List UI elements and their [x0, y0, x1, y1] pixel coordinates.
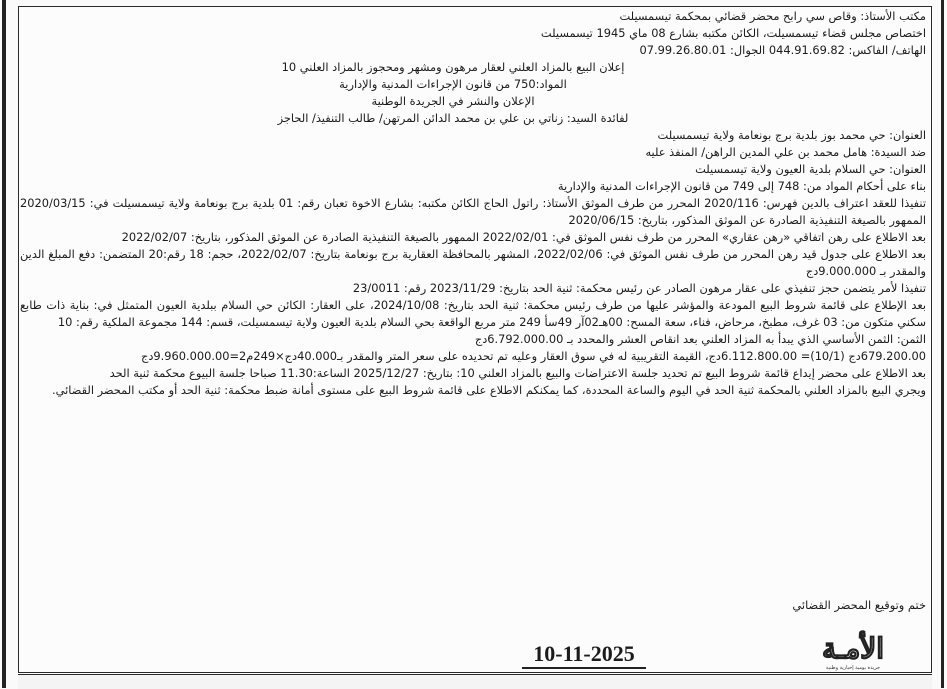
price-paragraph: 679.200.00دج (10/1)= 6.112.800.00دج، القيمة التقريبية له في سوق العقار وعليه تم تحديده على سعر المتر والمقدر بـ40.000دج×249م2=9.960.000.00دج: [140, 349, 926, 363]
body-paragraph: العنوان: حي محمد بوز بلدية برج بونعامة ولاية تيسمسيلت: [657, 128, 926, 142]
notice-title: إعلان البيع بالمزاد العلني لعقار مرهون ومشهر ومحجوز بالمزاد العلني 10: [281, 60, 625, 74]
body-paragraph: ويجري البيع بالمزاد العلني بالمحكمة ثنية الحد في اليوم والساعة المحددة، كما يمكنكم الاطلاع على قائمة شروط البيع على مستوى أمانة ضبط محكمة: ثنية الحد أو مكتب المحضر القضائي.: [51, 383, 926, 397]
body-paragraph: ضد السيدة: هامل محمد بن علي المدين الراهن/ المنفذ عليه: [645, 145, 926, 159]
body-paragraph: بناء على أحكام المواد من: 748 إلى 749 من قانون الإجراءات المدنية والإدارية: [557, 179, 926, 193]
page-left-border: [2, 0, 6, 688]
body-paragraph: بعد الاطلاع على جدول قيد رهن المحرر من طرف نفس الموثق في: 2022/02/06، المشهر بالمحافظة العقارية برج بونعامة بتاريخ: 2022/02/07، حجم: 18 رقم:20 المتضمن: دفع المبلغ الدين والمقدر بـ 9.000.000دج: [20, 247, 926, 278]
signature-line: ختم وتوقيع المحضر القضائي: [792, 598, 926, 612]
body-paragraph: العنوان: حي السلام بلدية العيون ولاية تيسمسيلت: [695, 162, 926, 176]
body-paragraph: بعد الاطلاع على رهن اتفاقي «رهن عقاري» المحرر من طرف نفس الموثق في: 2022/02/01 الممهور بالصيغة التنفيذية الصادرة عن الموثق المذكور، بتاريخ: 2022/02/07: [121, 230, 926, 244]
body-paragraph: بعد الاطلاع على محضر إيداع قائمة شروط البيع تم تحديد جلسة الاعتراضات والبيع بالمزاد العلني 10: بتاريخ: 2025/12/27 الساعة:11.30 صباحا جلسة البيوع محكمة ثنية الحد: [109, 366, 926, 380]
body-paragraph: بعد الإطلاع على قائمة شروط البيع المودعة والمؤشر عليها من طرف رئيس محكمة: ثنية الحد بتاريخ: 2024/10/08، على العقار: الكائن حي السلام ببلدية العيون المتمثل في: بناية ذات طابع سكني متكون من: 03 غرف، مطبخ، مرحاض، فناء، سعة المسح: 00هـ02آر 49سأ 249 متر مربع الواقعة بحي السلام بلدية العيون ولاية تيسمسيلت، قسم: 144 مجموعة الملكية رقم: 10: [20, 298, 926, 329]
header-line: مكتب الأستاذ: وقاص سي رابح محضر قضائي بمحكمة تيسمسيلت: [619, 9, 926, 23]
header-line: الهاتف/ الفاكس: 044.91.69.82 الجوال: 07.99.26.80.01: [639, 43, 926, 57]
notice-publication: الإعلان والنشر في الجريدة الوطنية: [371, 94, 535, 108]
publication-date: 10-11-2025: [522, 641, 646, 669]
body-paragraph: تنفيذا للعقد اعتراف بالدين فهرس: 2020/116 المحرر من طرف الموثق الأستاذ: راتول الحاج الكائن مكتبه: بشارع الاخوة تعبان رقم: 01 بلدية برج بونعامة ولاية تيسمسيلت في: 2020/03/15 الممهور بالصيغة التنفيذية الصادرة عن الموثق المذكور، بتاريخ: 2020/06/15: [20, 196, 927, 227]
header-line: اختصاص مجلس قضاء تيسمسيلت، الكائن مكتبه بشارع 08 ماي 1945 تيسمسيلت: [540, 26, 926, 40]
newspaper-logo: [790, 633, 916, 673]
body-paragraph: تنفيذا لأمر يتضمن حجز تنفيذي على عقار مرهون الصادر عن رئيس محكمة: ثنية الحد بتاريخ: 2023/11/29 رقم: 23/0011: [352, 281, 926, 295]
next-ad-border: [18, 674, 932, 689]
notice-content: [20, 8, 926, 399]
notice-articles: المواد:750 من قانون الإجراءات المدنية والإدارية: [339, 77, 567, 91]
newspaper-tagline: جريدة يومية إخبارية وطنية: [825, 665, 881, 671]
page-right-border: [941, 0, 944, 688]
newspaper-logo-text: الأمـة: [790, 633, 916, 665]
notice-beneficiary: لفائدة السيد: زناتي بن علي بن محمد الدائن المرتهن/ طالب التنفيذ/ الحاجز: [277, 111, 629, 125]
price-paragraph: الثمن: الثمن الأساسي الذي يبدأ به المزاد العلني بعد انقاص العشر والمحدد بـ 6.792.000.00دج: [474, 332, 926, 346]
